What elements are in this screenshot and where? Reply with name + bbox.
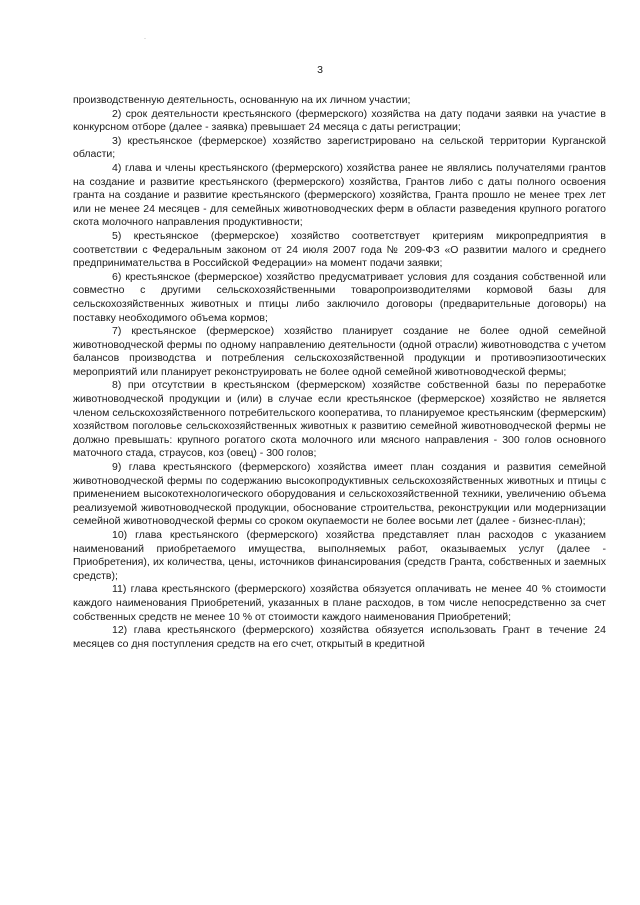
paragraph-item-12: 12) глава крестьянского (фермерского) хозяйства обязуется использовать Грант в течение 24 месяцев со дня поступления средств на его счет, открытый в кредитной xyxy=(73,624,606,650)
paragraph-item-10: 10) глава крестьянского (фермерского) хозяйства представляет план расходов с указанием наименований приобретаемого имущества, выполняемых работ, оказываемых услуг (далее - Приобретения), их количества, цены, источников финансирования (средств Гранта, собственных и заемных средств); xyxy=(73,529,606,582)
paragraph-item-9: 9) глава крестьянского (фермерского) хозяйства имеет план создания и развития семейной животноводческой фермы по содержанию высокопродуктивных сельскохозяйственных животных и птицы с применением высокотехнологического оборудования и сельскохозяйственной техники, увеличению объема реализуемой животноводческой продукции, обоснование строительства, реконструкции или модернизации семейной животноводческой фермы со сроком окупаемости не более восьми лет (далее - бизнес-план); xyxy=(73,461,606,528)
paragraph-item-3: 3) крестьянское (фермерское) хозяйство зарегистрировано на сельской территории Курганской области; xyxy=(73,134,606,161)
document-body xyxy=(73,94,606,651)
paragraph-item-2: 2) срок деятельности крестьянского (фермерского) хозяйства на дату подачи заявки на участие в конкурсном отборе (далее - заявка) превышает 24 месяца с даты регистрации; xyxy=(73,107,606,134)
scan-dot: · xyxy=(144,36,146,42)
paragraph-item-5: 5) крестьянское (фермерское) хозяйство соответствует критериям микропредприятия в соответствии с Федеральным законом от 24 июля 2007 года № 209-ФЗ «О развитии малого и среднего предпринимательства в Российской Федерации» на момент подачи заявки; xyxy=(73,229,606,270)
paragraph-1-continuation: производственную деятельность, основанную на их личном участии; xyxy=(73,94,411,106)
page-number: 3 xyxy=(317,64,323,76)
paragraph-item-4: 4) глава и члены крестьянского (фермерского) хозяйства ранее не являлись получателями грантов на создание и развитие крестьянского (фермерского) хозяйства, Грантов либо с даты полного освоения гранта на создание и развитие крестьянского (фермерского) хозяйства, Гранта прошло не менее трех лет или не менее 24 месяцев - для семейных животноводческих ферм в области разведения крупного рогатого скота молочного направления продуктивности; xyxy=(73,161,606,229)
paragraph-item-6: 6) крестьянское (фермерское) хозяйство предусматривает условия для создания собственной или совместно с другими сельскохозяйственными товаропроизводителями кормовой базы для сельскохозяйственных животных и птицы либо заключило договоры (предварительные договоры) на поставку необходимого объема кормов; xyxy=(73,270,606,324)
paragraph-item-7: 7) крестьянское (фермерское) хозяйство планирует создание не более одной семейной животноводческой фермы по одному направлению деятельности (одной отрасли) животноводства с учетом балансов производства и потребления сельскохозяйственной продукции и противоэпизоотических мероприятий или планирует реконструировать не более одной семейной животноводческой фермы; xyxy=(73,325,606,378)
paragraph-item-8: 8) при отсутствии в крестьянском (фермерском) хозяйстве собственной базы по переработке животноводческой продукции и (или) в случае если крестьянское (фермерское) хозяйство не является членом сельскохозяйственного потребительского кооператива, то планируемое крестьянским (фермерским) хозяйством поголовье сельскохозяйственных животных к развитию семейной животноводческой фермы не должно превышать: крупного рогатого скота молочного или мясного направления - 300 голов основного маточного стада, страусов, коз (овец) - 300 голов; xyxy=(73,379,606,460)
paragraph-item-11: 11) глава крестьянского (фермерского) хозяйства обязуется оплачивать не менее 40 % стоимости каждого наименования Приобретений, указанных в плане расходов, в том числе непосредственно за счет собственных средств не менее 10 % от стоимости каждого наименования Приобретений; xyxy=(73,583,606,623)
